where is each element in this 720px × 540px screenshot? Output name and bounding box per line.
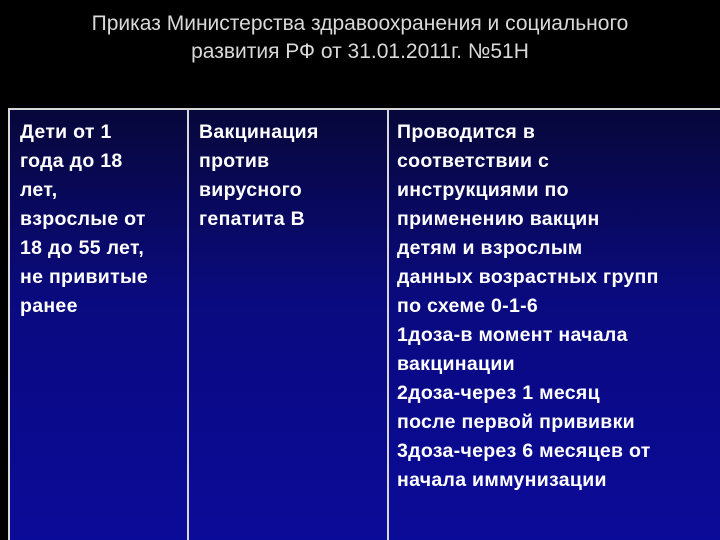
cell-population-line: года до 18 bbox=[20, 150, 123, 172]
cell-schedule-line: 2доза-через 1 месяц bbox=[397, 382, 600, 404]
cell-schedule-line: вакцинации bbox=[397, 353, 515, 375]
cell-population-line: не привитые bbox=[20, 266, 149, 288]
cell-schedule-line: применению вакцин bbox=[397, 208, 600, 230]
cell-schedule bbox=[389, 108, 720, 540]
cell-vaccine-line: против bbox=[199, 150, 270, 172]
page-title bbox=[0, 10, 720, 66]
info-table bbox=[8, 108, 720, 540]
cell-schedule-line: соответствии с bbox=[397, 150, 550, 172]
cell-schedule-line: 3доза-через 6 месяцев от bbox=[397, 440, 651, 462]
cell-population-line: 18 до 55 лет, bbox=[20, 237, 145, 259]
cell-schedule-line: инструкциями по bbox=[397, 179, 569, 201]
cell-vaccine-line: Вакцинация bbox=[199, 121, 319, 143]
cell-vaccine-line: вирусного bbox=[199, 179, 302, 201]
cell-schedule-line: по схеме 0-1-6 bbox=[397, 295, 539, 317]
title-line-2: развития РФ от 31.01.2011г. №51Н bbox=[191, 40, 529, 63]
cell-schedule-line: после первой прививки bbox=[397, 411, 635, 433]
cell-population-line: лет, bbox=[20, 179, 58, 201]
cell-vaccine bbox=[189, 108, 387, 540]
cell-population-line: взрослые от bbox=[20, 208, 146, 230]
cell-schedule-line: 1доза-в момент начала bbox=[397, 324, 628, 346]
cell-schedule-line: начала иммунизации bbox=[397, 469, 607, 491]
cell-population bbox=[10, 108, 187, 540]
cell-vaccine-line: гепатита В bbox=[199, 208, 306, 230]
cell-population-line: Дети от 1 bbox=[20, 121, 112, 143]
title-line-1: Приказ Министерства здравоохранения и социального bbox=[91, 12, 629, 35]
cell-population-line: ранее bbox=[20, 295, 78, 317]
cell-schedule-line: данных возрастных групп bbox=[397, 266, 659, 288]
cell-schedule-line: Проводится в bbox=[397, 121, 536, 143]
cell-schedule-line: детям и взрослым bbox=[397, 237, 583, 259]
